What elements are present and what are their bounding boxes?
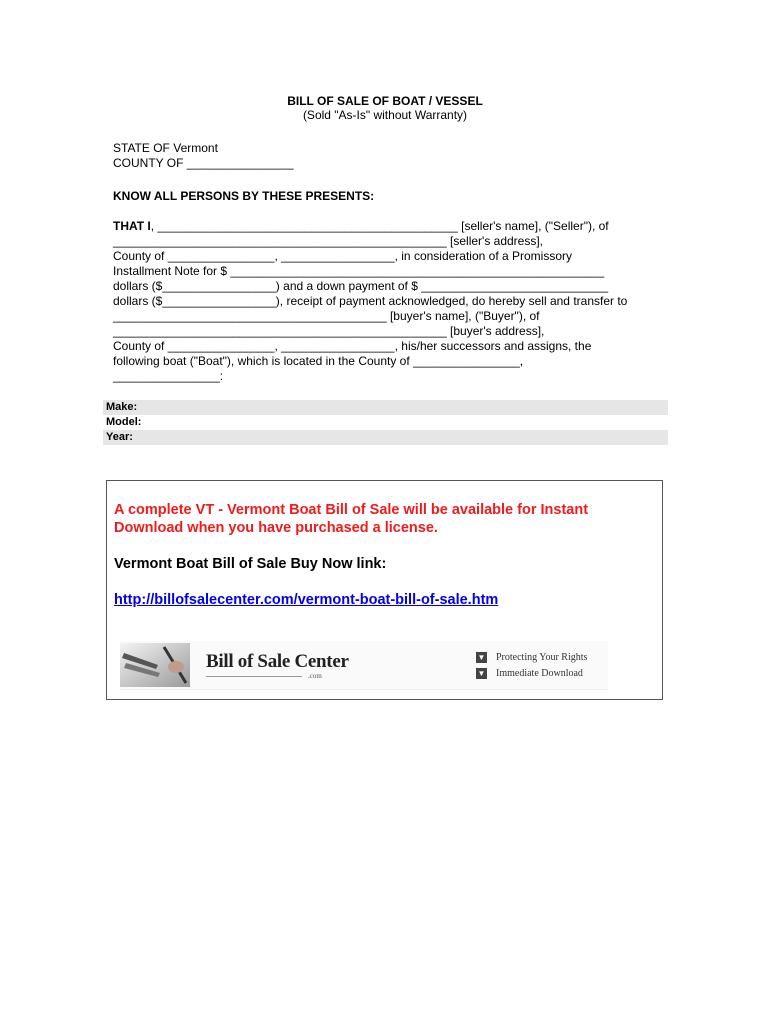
that-i-label: THAT I (113, 219, 151, 233)
feature-protecting-rights (476, 651, 587, 665)
body-line: dollars ($_________________) and a down payment of $ ____________________________ (113, 279, 609, 293)
feature-immediate-download (476, 667, 583, 681)
document-title: BILL OF SALE OF BOAT / VESSEL (287, 94, 483, 108)
body-line (113, 219, 609, 234)
body-line: County of ________________, _________________, his/her successors and assigns, the (113, 339, 592, 353)
feature-label: Protecting Your Rights (496, 652, 588, 663)
body-line: __________________________________________________ [seller's address], (113, 234, 544, 248)
county-line: COUNTY OF ________________ (113, 156, 294, 170)
feature-label: Immediate Download (496, 668, 583, 679)
body-line: County of ________________, _________________, in consideration of a Promissory (113, 249, 573, 263)
model-field-label: Model: (106, 416, 142, 428)
bill-of-sale-center-banner[interactable] (120, 641, 608, 690)
state-line: STATE OF Vermont (113, 141, 218, 155)
promo-box (106, 480, 663, 700)
make-field-label: Make: (103, 400, 668, 415)
buy-now-label: Vermont Boat Bill of Sale Buy Now link: (114, 556, 387, 572)
logo-underline (206, 676, 302, 677)
pen-signing-image (120, 643, 190, 687)
body-line: _________________________________________ [buyer's name], ("Buyer"), of (113, 309, 540, 323)
body-line: dollars ($_________________), receipt of payment acknowledged, do hereby sell and transfer to (113, 294, 628, 308)
boat-details-table (103, 400, 668, 445)
know-all-heading: KNOW ALL PERSONS BY THESE PRESENTS: (113, 189, 375, 203)
body-line: Installment Note for $ ________________________________________________________ (113, 264, 605, 278)
body-line: ________________: (113, 369, 224, 383)
bill-of-sale-center-logo: Bill of Sale Center (206, 651, 349, 672)
buy-now-link[interactable]: http://billofsalecenter.com/vermont-boat-bill-of-sale.htm (114, 592, 499, 608)
arrow-down-icon: ▼ (477, 669, 486, 679)
body-line: __________________________________________________ [buyer's address], (113, 324, 545, 338)
logo-domain-suffix: .com (308, 672, 322, 680)
document-subtitle: (Sold "As-Is" without Warranty) (302, 108, 468, 122)
year-field-label: Year: (103, 430, 668, 445)
promo-message: A complete VT - Vermont Boat Bill of Sale will be available for Instant Download when you have purchased a license. (114, 502, 589, 536)
body-line: following boat ("Boat"), which is located in the County of ________________, (113, 354, 524, 368)
arrow-down-icon: ▼ (477, 653, 486, 663)
body-line-text: , _____________________________________________ [seller's name], ("Seller"), of (150, 219, 609, 233)
